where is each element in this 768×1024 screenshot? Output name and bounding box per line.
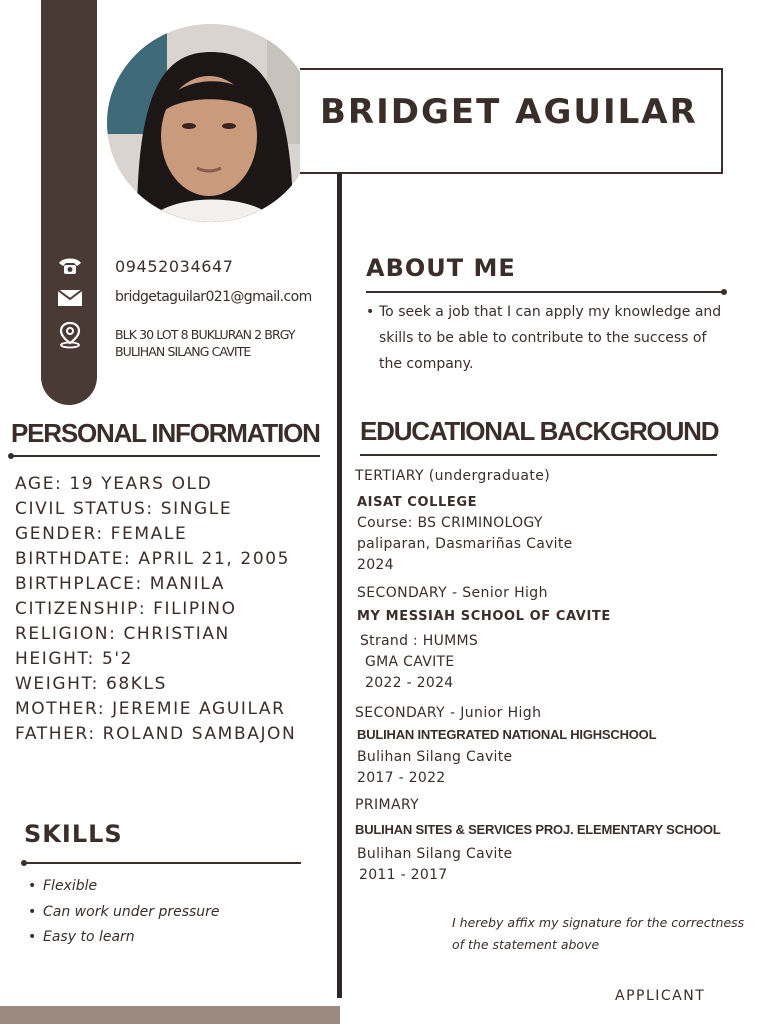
primary-location: Bulihan Silang Cavite	[357, 846, 513, 862]
senior-high-details	[360, 631, 478, 694]
signature-note	[452, 912, 762, 956]
junior-high-details	[357, 747, 512, 789]
skills-heading: SKILLS	[24, 820, 123, 848]
junior-high-level: SECONDARY - Junior High	[355, 705, 542, 721]
info-age: AGE: 19 YEARS OLD	[15, 474, 213, 494]
senior-high-school: MY MESSIAH SCHOOL OF CAVITE	[357, 609, 611, 624]
primary-details	[357, 844, 512, 886]
info-weight: WEIGHT: 68KLS	[15, 674, 168, 694]
info-religion: RELIGION: CHRISTIAN	[15, 624, 230, 644]
address	[115, 326, 295, 360]
footer-accent-bar	[0, 1006, 340, 1024]
education-heading: EDUCATIONAL BACKGROUND	[360, 416, 719, 446]
info-citizenship: CITIZENSHIP: FILIPINO	[15, 599, 237, 619]
email-address: bridgetaguilar021@gmail.com	[115, 289, 312, 305]
personal-info-heading: PERSONAL INFORMATION	[11, 418, 320, 448]
about-objective: • To seek a job that I can apply my knowledge and skills to be able to contribute to the success of the company.	[366, 299, 726, 377]
senior-high-years: 2022 - 2024	[365, 675, 454, 691]
tertiary-school: AISAT COLLEGE	[357, 495, 478, 510]
skill-item: • Flexible	[28, 874, 220, 900]
info-birthplace: BIRTHPLACE: MANILA	[15, 574, 225, 594]
address-line-1: BLK 30 LOT 8 BUKLURAN 2 BRGY	[115, 327, 295, 342]
senior-high-strand: Strand : HUMMS	[360, 633, 479, 649]
envelope-icon	[56, 286, 84, 310]
education-rule	[360, 454, 717, 456]
info-mother: MOTHER: JEREMIE AGUILAR	[15, 699, 286, 719]
tertiary-level: TERTIARY (undergraduate)	[355, 468, 551, 484]
skills-rule	[24, 862, 301, 864]
signature-note-line-1: I hereby affix my signature for the correctness	[452, 915, 745, 930]
about-rule	[366, 291, 724, 293]
info-birthdate: BIRTHDATE: APRIL 21, 2005	[15, 549, 291, 569]
applicant-name: BRIDGET AGUILAR	[320, 92, 698, 132]
senior-high-location: GMA CAVITE	[365, 654, 455, 670]
info-civil-status: CIVIL STATUS: SINGLE	[15, 499, 233, 519]
applicant-label: APPLICANT	[615, 988, 706, 1004]
address-line-2: BULIHAN SILANG CAVITE	[115, 344, 251, 359]
info-height: HEIGHT: 5'2	[15, 649, 134, 669]
info-father: FATHER: ROLAND SAMBAJON	[15, 724, 297, 744]
column-divider	[337, 174, 342, 998]
tertiary-details	[357, 513, 573, 576]
location-pin-icon	[56, 320, 84, 350]
phone-number: 09452034647	[115, 257, 234, 276]
personal-info-rule	[11, 455, 320, 457]
signature-note-line-2: of the statement above	[452, 937, 600, 952]
info-gender: GENDER: FEMALE	[15, 524, 188, 544]
phone-icon	[56, 254, 84, 278]
about-text	[366, 299, 726, 377]
personal-info-list	[15, 472, 296, 747]
about-heading: ABOUT ME	[366, 254, 516, 282]
junior-high-location: Bulihan Silang Cavite	[357, 749, 513, 765]
primary-school: BULIHAN SITES & SERVICES PROJ. ELEMENTARY SCHOOL	[355, 822, 721, 837]
primary-level: PRIMARY	[355, 797, 420, 813]
profile-photo	[107, 24, 315, 222]
primary-years: 2011 - 2017	[359, 867, 448, 883]
skills-list	[28, 874, 220, 951]
tertiary-location: paliparan, Dasmariñas Cavite	[357, 536, 573, 552]
tertiary-course: Course: BS CRIMINOLOGY	[357, 515, 543, 531]
skill-item: • Easy to learn	[28, 925, 220, 951]
junior-high-years: 2017 - 2022	[357, 770, 446, 786]
senior-high-level: SECONDARY - Senior High	[357, 585, 548, 601]
tertiary-year: 2024	[357, 557, 394, 573]
junior-high-school: BULIHAN INTEGRATED NATIONAL HIGHSCHOOL	[357, 727, 657, 742]
skill-item: • Can work under pressure	[28, 900, 220, 926]
